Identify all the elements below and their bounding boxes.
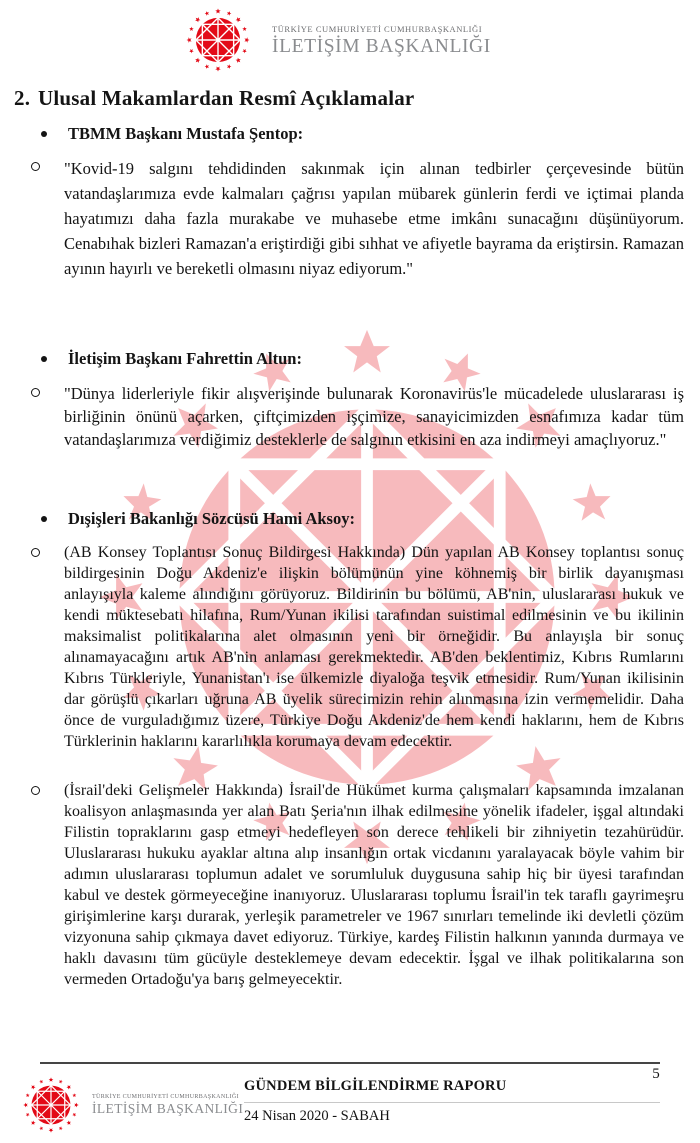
disc-bullet-icon — [41, 131, 47, 137]
brand-text — [92, 1094, 243, 1117]
heading-text: Ulusal Makamlardan Resmî Açıklamalar — [38, 86, 415, 110]
statement-paragraph — [30, 156, 684, 281]
section-heading — [14, 86, 414, 111]
circle-bullet-icon — [31, 786, 40, 795]
brand-title-small: TÜRKİYE CUMHURİYETİ CUMHURBAŞKANLIĞI — [92, 1093, 239, 1100]
brand-title-small: TÜRKİYE CUMHURİYETİ CUMHURBAŞKANLIĞI — [272, 24, 483, 34]
circle-bullet-icon — [31, 388, 40, 397]
brand-title-large: İLETİŞİM BAŞKANLIĞI — [92, 1100, 244, 1116]
disc-bullet-icon — [41, 356, 47, 362]
page-number: 5 — [652, 1066, 660, 1082]
footer-brand — [22, 1076, 243, 1134]
report-title: GÜNDEM BİLGİLENDİRME RAPORU — [244, 1078, 660, 1103]
speaker-label: Dışişleri Bakanlığı Sözcüsü Hami Aksoy: — [68, 509, 355, 528]
statement-paragraph — [30, 780, 684, 990]
circle-bullet-icon — [31, 162, 40, 171]
statement-text: (AB Konsey Toplantısı Sonuç Bildirgesi Hakkında) Dün yapılan AB Konsey toplantısı sonuç bildirgesinin Doğu Akdeniz'e ilişkin bölümünün yine köhnemiş bir birlik dayanışması anlayışıyla kaleme alındığını görüyoruz. Bildirinin bu bölümü, AB'nin, uluslararası hukuk ve kendi müktesebatı hilafına, Rum/Yunan ikilisi tarafından suistimal edilmesinin ve bu ikilinin maksimalist politikalarına alet olmasının yeni bir örneğidir. Bu anlayışla bir sonuç alınamayacağını artık AB'nin anlaması gerekmektedir. AB'den beklentimiz, Kıbrıs Rumlarını Kıbrıs Türkleriyle, Yunanistan'ı ise ülkemizle diyaloğa teşvik etmesidir. Rum/Yunan ikilisinin dar görüşlü çıkarları uğruna AB üyelik sürecimizin rehin alınmasına izin vermemelidir. Daha önce de vurguladığımız üzere, Türkiye Doğu Akdeniz'de hem kendi haklarını, hem de Kıbrıs Türklerinin haklarını kararlılıkla korumaya devam edecektir. — [64, 544, 684, 750]
footer-divider — [40, 1062, 660, 1064]
presidency-emblem-icon — [22, 1076, 80, 1134]
speaker-label: TBMM Başkanı Mustafa Şentop: — [68, 124, 304, 143]
brand-title-large: İLETİŞİM BAŞKANLIĞI — [272, 36, 491, 57]
speaker-label: İletişim Başkanı Fahrettin Altun: — [68, 349, 302, 368]
disc-bullet-icon — [41, 516, 47, 522]
bullet-item — [40, 349, 302, 369]
report-info — [244, 1078, 660, 1125]
statement-text: "Kovid-19 salgını tehdidinden sakınmak için alınan tedbirler çerçevesinde bütün vatandaşlarımıza evde kalmaları çağrısı yapılan mübarek günlerin ferdi ve içtimai planda hayatımızı daha fazla murakabe ve muhasebe etme imkânı sunacağını düşünüyorum. Cenabıhak bizleri Ramazan'a eriştirdiği gibi sıhhat ve afiyetle bayrama da eriştirsin. Ramazan ayının hayırlı ve bereketli olmasını niyaz ediyorum." — [64, 159, 684, 278]
bullet-item — [40, 124, 303, 144]
statement-text: "Dünya liderleriyle fikir alışverişinde bulunarak Koronavirüs'le mücadelede uluslararası iş birliğinin önünü açarken, çiftçimizden işçimize, sanayicimizden esnafımıza kadar tüm vatandaşlarımıza verdiğimiz desteklerle de salgının etkisini en aza indirmeyi amaçlıyoruz." — [64, 384, 684, 449]
statement-paragraph — [30, 542, 684, 752]
heading-number: 2. — [14, 86, 31, 110]
bullet-item — [40, 509, 355, 529]
circle-bullet-icon — [31, 548, 40, 557]
statement-paragraph — [30, 382, 684, 451]
report-date: 24 Nisan 2020 - SABAH — [244, 1108, 390, 1124]
statement-text: (İsrail'deki Gelişmeler Hakkında) İsrail'de Hükümet kurma çalışmaları kapsamında imzalanan koalisyon anlaşmasında yer alan Batı Şeria'nın ilhak edilmesine yönelik ifadeler, işgal altındaki Filistin topraklarını gasp etmeyi hedefleyen son derece tehlikeli bir zihniyetin tezahürüdür. Uluslararası hukuku ayaklar altına alıp insanlığın ortak vicdanını yaralayacak böyle vahim bir adımın uluslararası toplumun adalet ve sorumluluk duygusuna sahip hiç bir üyesi tarafından kabul ve destek görmeyeceğine inanıyoruz. Uluslararası toplumu İsrail'in tek taraflı gayrimeşru girişimlerine karşı durarak, yerleşik parametreler ve 1967 sınırları temelinde iki devletli çözüm vizyonuna sahip çıkmaya davet ediyoruz. Türkiye, kardeş Filistin halkının yanında durmaya ve haklı davasını tüm gücüyle desteklemeye devam edecektir. İşgal ve ilhak politikalarına son vermeden Ortadoğu'ya barış gelmeyecektir. — [64, 782, 684, 988]
